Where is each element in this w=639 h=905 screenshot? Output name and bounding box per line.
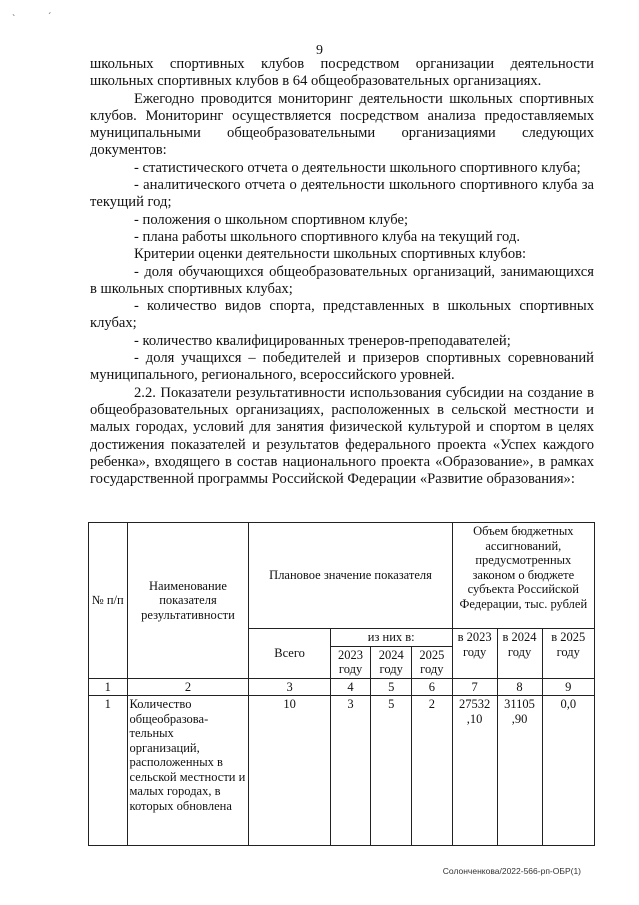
list-item: - доля учащихся – победителей и призеров спортивных соревнований муниципального, регионального, всероссийского уровней. [90,350,594,384]
col-number: 7 [452,678,497,696]
list-item: - аналитического отчета о деятельности школьного спортивного клуба за текущий год; [90,177,594,211]
col-number: 9 [542,678,595,696]
page-number: 9 [316,43,323,58]
header-num: № п/п [89,523,128,679]
list-item: - количество видов спорта, представленных в школьных спортивных клубах; [90,298,594,332]
document-code: Солонченкова/2022-566-рп-ОБР(1) [442,866,581,876]
indicators-table [88,522,595,846]
header-total: Всего [249,629,330,679]
row-budget-2023: 27532 ,10 [452,696,497,846]
col-number: 4 [330,678,371,696]
column-number-row [89,678,595,696]
col-number: 2 [127,678,249,696]
list-item: - количество квалифицированных тренеров-преподавателей; [134,332,511,349]
row-plan-2024: 5 [371,696,412,846]
header-of-which: из них в: [330,629,452,647]
header-plan-2024: 2024 году [371,646,412,678]
scan-speck: ˊ [48,12,52,23]
body-text [90,56,594,488]
col-number: 8 [497,678,542,696]
row-plan-2025: 2 [412,696,453,846]
scan-speck: ˋ [12,14,16,25]
header-budget: Объем бюджетных ассигнований, предусмотренных законом о бюджете субъекта Российской Федерации, тыс. рублей [452,523,594,629]
list-item: - доля обучающихся общеобразовательных организаций, занимающихся в школьных спортивных клубах; [90,263,594,297]
header-plan-2023: 2023 году [330,646,371,678]
row-plan-2023: 3 [330,696,371,846]
col-number: 6 [412,678,453,696]
header-planned: Плановое значение показателя [249,523,452,629]
paragraph: 2.2. Показатели результативности использования субсидии на создание в общеобразовательных организациях, расположенных в сельской местности и малых городах, условий для занятия физической культурой и спортом в целях достижения показателей и результатов федерального проекта «Успех каждого ребенка», входящего в состав национального проекта «Образование», в рамках государственной программы Российской Федерации «Развитие образования»: [90,384,594,488]
row-num: 1 [89,696,128,846]
paragraph: Ежегодно проводится мониторинг деятельности школьных спортивных клубов. Мониторинг осуществляется посредством анализа предоставляемых муниципальными общеобразовательными организациями следующих документов: [90,90,594,159]
header-budget-2024: в 2024 году [497,629,542,679]
row-budget-2025: 0,0 [542,696,595,846]
row-budget-2024: 31105 ,90 [497,696,542,846]
header-budget-2025: в 2025 году [542,629,595,679]
paragraph: школьных спортивных клубов посредством организации деятельности школьных спортивных клубов в 64 общеобразовательных организациях. [90,56,594,90]
header-plan-2025: 2025 году [412,646,453,678]
list-item: - плана работы школьного спортивного клуба на текущий год. [134,228,520,245]
col-number: 1 [89,678,128,696]
col-number: 5 [371,678,412,696]
list-item: - статистического отчета о деятельности школьного спортивного клуба; [134,159,581,176]
col-number: 3 [249,678,330,696]
list-item: - положения о школьном спортивном клубе; [134,211,408,228]
header-budget-2023: в 2023 году [452,629,497,679]
paragraph: Критерии оценки деятельности школьных спортивных клубов: [134,246,527,263]
row-name: Количество общеобразова-тельных организаций, расположенных в сельской местности и малых городах, в которых обновлена [127,696,249,846]
header-name: Наименование показателя результативности [127,523,249,679]
table-row [89,696,595,846]
row-total: 10 [249,696,330,846]
